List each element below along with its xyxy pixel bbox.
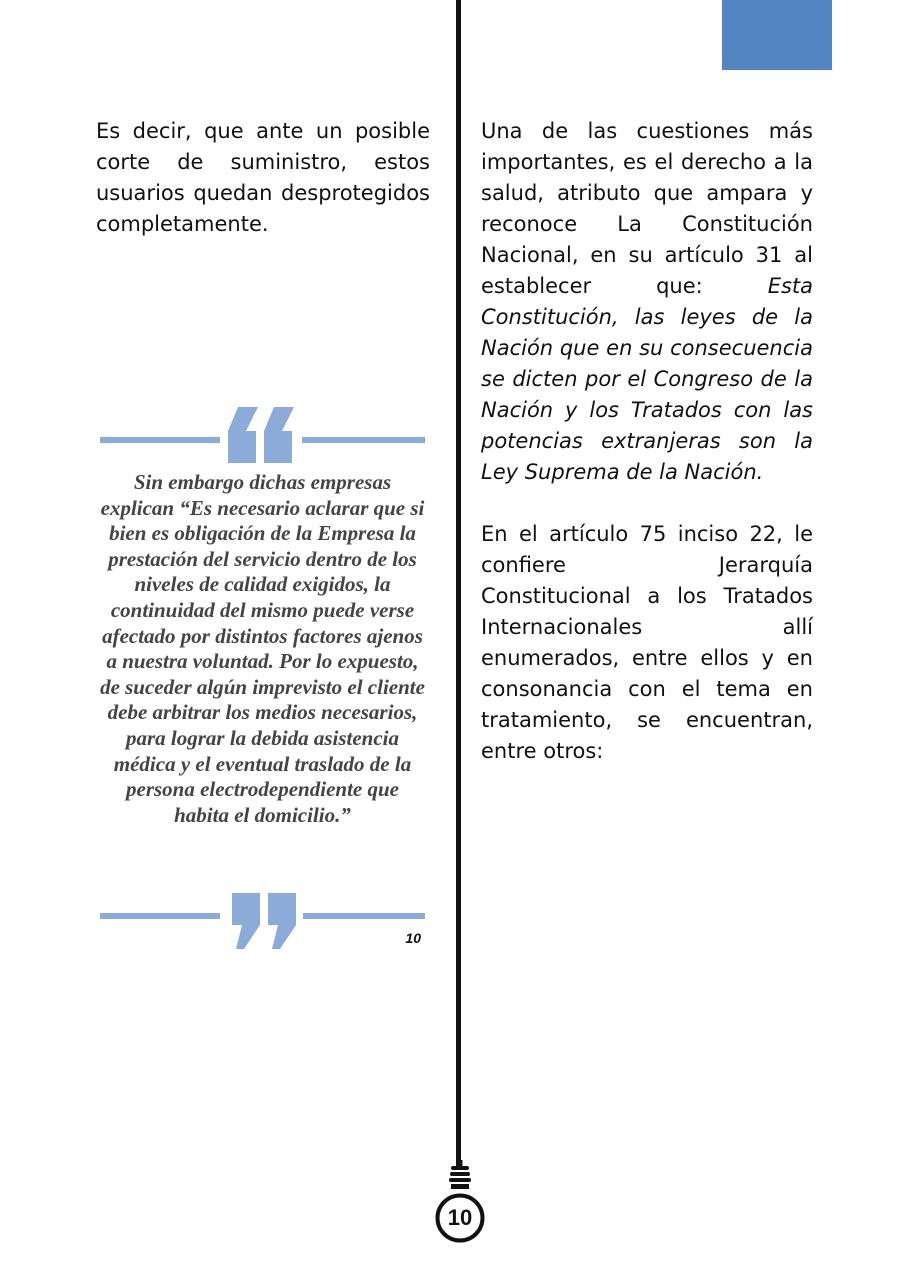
constitution-quote: Esta Constitución, las leyes de la Nación que en su consecuencia se dicten por el Congreso de la Nación y los Tratados con las potencias extranjeras son la Ley Suprema de la Nación.: [481, 274, 813, 484]
center-divider-line: [456, 0, 461, 1170]
close-quote-icon: [232, 893, 298, 949]
pull-quote-text: Sin embargo dichas empresas explican “Es necesario aclarar que si bien es obligación de la Empresa la prestación del servicio dentro de los niveles de calidad exigidos, la continuidad del mismo puede verse afectado por distintos factores ajenos a nuestra voluntad. Por lo expuesto, de suceder algún imprevisto el cliente debe arbitrar los medios necesarios, para lograr la debida asistencia médica y el eventual traslado de la persona electrodependiente que habita el domicilio.”: [100, 470, 425, 827]
left-column-paragraph: Es decir, que ante un posible corte de suministro, estos usuarios quedan desprotegidos completamente.: [96, 119, 430, 236]
quote-top-right-line: [302, 437, 425, 443]
quote-reference-number: 10: [405, 930, 421, 946]
page-number: 10: [447, 1205, 473, 1230]
right-paragraph-2: En el artículo 75 inciso 22, le confiere Jerarquía Constitucional a los Tratados Internacionales allí enumerados, entre ellos y en consonancia con el tema en tratamiento, se encuentran, entre otros:: [481, 522, 813, 763]
quote-bottom-left-line: [100, 913, 220, 919]
quote-bottom-right-line: [303, 913, 425, 919]
open-quote-icon: [228, 407, 294, 463]
pull-quote: [100, 404, 425, 954]
quote-top-left-line: [100, 437, 220, 443]
right-paragraph-1: [481, 116, 813, 488]
right-column: [481, 116, 813, 767]
right-paragraph-1-intro: Una de las cuestiones más importantes, es el derecho a la salud, atributo que ampara y reconoce La Constitución Nacional, en su artículo 31 al establecer que:: [481, 119, 813, 298]
corner-accent-tab: [722, 0, 832, 70]
